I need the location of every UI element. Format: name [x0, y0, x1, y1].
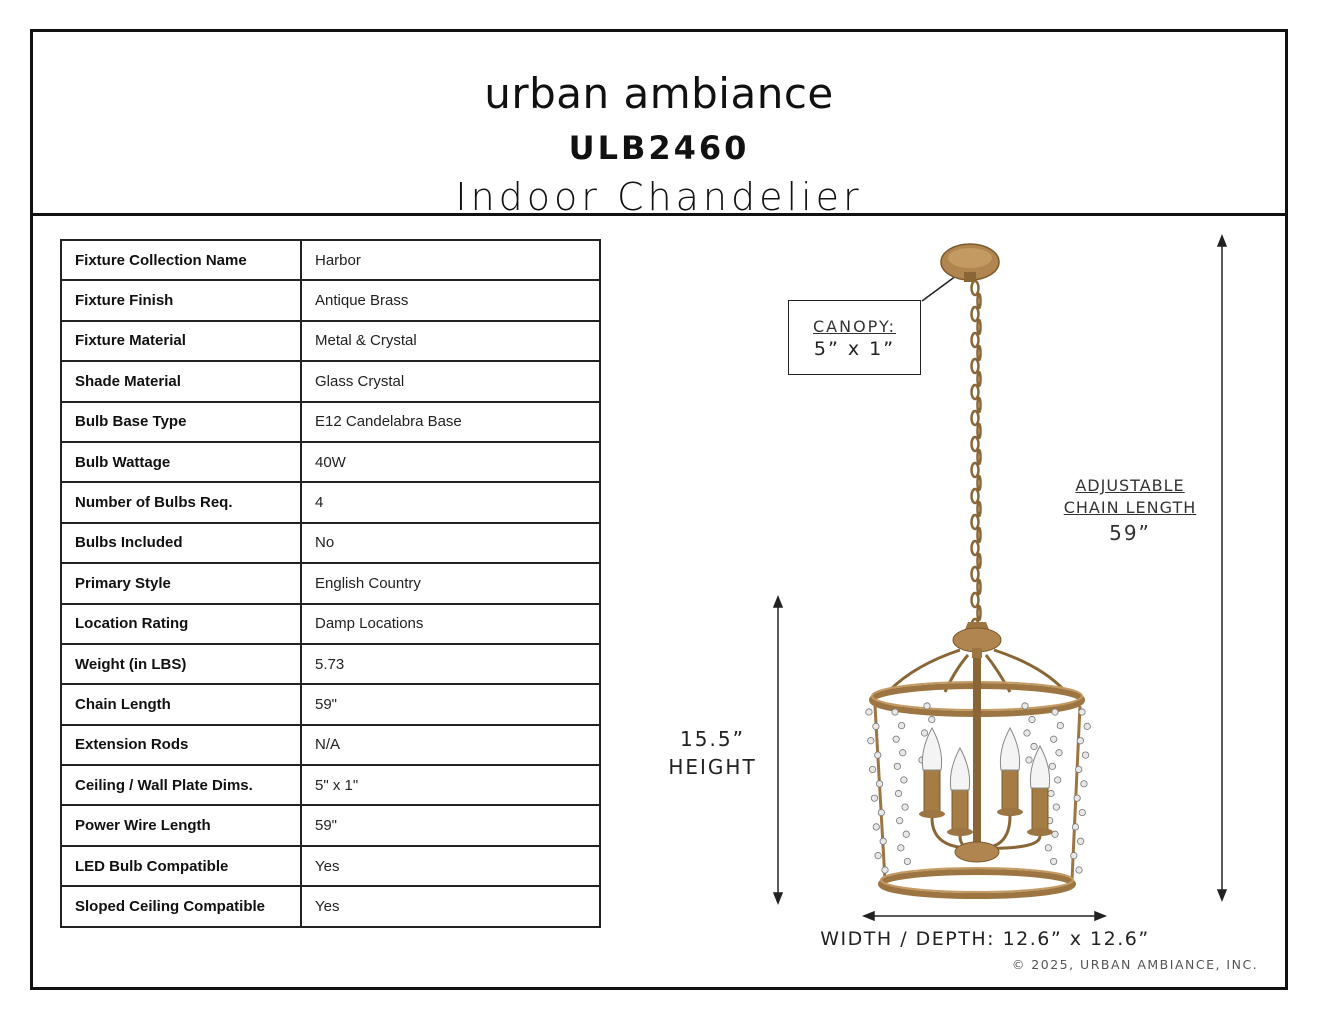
crystal-bead: [894, 763, 900, 769]
crystal-bead: [921, 730, 927, 736]
crystal-bead: [901, 777, 907, 783]
spec-value: Damp Locations: [301, 604, 600, 644]
width-depth-label: WIDTH / DEPTH: 12.6” x 12.6”: [820, 928, 1150, 950]
crystal-bead: [1081, 781, 1087, 787]
height-arrow-bottom: [774, 893, 782, 903]
chain-link: [972, 411, 979, 425]
height-label: [660, 725, 765, 781]
canopy-highlight: [948, 248, 992, 268]
crystal-bead: [902, 804, 908, 810]
spec-value: Glass Crystal: [301, 361, 600, 401]
spec-label: Sloped Ceiling Compatible: [61, 886, 301, 926]
center-rod: [973, 658, 981, 848]
bobeche: [919, 810, 945, 818]
spec-value: English Country: [301, 563, 600, 603]
spec-label: Bulb Base Type: [61, 402, 301, 442]
socket: [1032, 788, 1048, 832]
spec-label: Bulbs Included: [61, 523, 301, 563]
spec-label: Bulb Wattage: [61, 442, 301, 482]
canopy-dimensions: 5” x 1”: [813, 338, 896, 360]
chain-link: [978, 606, 981, 620]
height-text: HEIGHT: [668, 755, 757, 779]
crystal-bead: [868, 738, 874, 744]
candle: [977, 728, 1023, 848]
spec-label: Power Wire Length: [61, 805, 301, 845]
chain-link: [972, 463, 979, 477]
crystal-bead: [1024, 730, 1030, 736]
chain-link: [972, 489, 979, 503]
chain-link: [972, 593, 979, 607]
candle: [947, 748, 977, 848]
spec-value: No: [301, 523, 600, 563]
spec-value: 5.73: [301, 644, 600, 684]
crystal-bead: [896, 817, 902, 823]
spec-label: Primary Style: [61, 563, 301, 603]
crystal-bead: [1072, 824, 1078, 830]
fixture-stem: [972, 648, 982, 658]
crystal-bead: [1084, 723, 1090, 729]
chain-link: [972, 515, 979, 529]
chain-link: [972, 281, 979, 295]
model-number: ULB2460: [568, 129, 750, 167]
bulb: [1030, 746, 1049, 788]
height-value: 15.5”: [680, 727, 745, 751]
crystal-bead: [866, 709, 872, 715]
chain-length-value: 59”: [1109, 521, 1151, 545]
spec-label: Ceiling / Wall Plate Dims.: [61, 765, 301, 805]
spec-value: Yes: [301, 846, 600, 886]
crystal-bead: [1050, 736, 1056, 742]
crystal-bead: [1071, 852, 1077, 858]
crystal-bead: [1049, 763, 1055, 769]
spec-value: 59": [301, 684, 600, 724]
crystal-bead: [924, 703, 930, 709]
chain-link: [972, 359, 979, 373]
bobeche: [997, 808, 1023, 816]
crystal-bead: [876, 781, 882, 787]
product-type: Indoor Chandelier: [455, 175, 863, 219]
chain-link: [978, 346, 981, 360]
crystal-bead: [898, 722, 904, 728]
chain-title-line2: CHAIN LENGTH: [1063, 498, 1197, 517]
chain-link: [978, 502, 981, 516]
bulb: [1000, 728, 1019, 770]
crystal-bead: [895, 790, 901, 796]
chain-arrow-bottom: [1218, 890, 1226, 900]
crystal-bead: [1074, 795, 1080, 801]
crystal-bead: [1076, 867, 1082, 873]
bobeche: [947, 828, 973, 836]
width-arrow-right: [1095, 912, 1105, 920]
crystal-bead: [1050, 858, 1056, 864]
crystal-bead: [1079, 809, 1085, 815]
spec-label: Location Rating: [61, 604, 301, 644]
lower-hub: [955, 842, 999, 862]
socket: [952, 790, 968, 832]
chain-link: [978, 554, 981, 568]
crystal-bead: [1077, 838, 1083, 844]
chain-link: [978, 450, 981, 464]
chain-link: [978, 294, 981, 308]
crystal-bead: [878, 809, 884, 815]
crystal-bead: [892, 709, 898, 715]
spec-label: Extension Rods: [61, 725, 301, 765]
spec-value: Metal & Crystal: [301, 321, 600, 361]
spec-value: 5" x 1": [301, 765, 600, 805]
spec-value: 59": [301, 805, 600, 845]
chain-link: [978, 424, 981, 438]
chain-link: [972, 307, 979, 321]
crystal-bead: [1056, 750, 1062, 756]
crystal-bead: [898, 845, 904, 851]
crystal-bead: [1031, 743, 1037, 749]
crystal-bead: [875, 852, 881, 858]
crystal-bead: [882, 867, 888, 873]
chain-link: [978, 476, 981, 490]
spec-value: Yes: [301, 886, 600, 926]
crystal-bead: [1048, 790, 1054, 796]
spec-label: Chain Length: [61, 684, 301, 724]
bulb: [950, 748, 969, 790]
brand-name: urban ambiance: [484, 69, 834, 118]
spec-label: Fixture Collection Name: [61, 240, 301, 280]
spec-label: LED Bulb Compatible: [61, 846, 301, 886]
width-arrow-left: [864, 912, 874, 920]
spec-value: E12 Candelabra Base: [301, 402, 600, 442]
chain-link: [978, 528, 981, 542]
crystal-bead: [893, 736, 899, 742]
crystal-bead: [871, 795, 877, 801]
spec-label: Fixture Material: [61, 321, 301, 361]
spec-label: Number of Bulbs Req.: [61, 482, 301, 522]
spec-value: Harbor: [301, 240, 600, 280]
height-arrow-top: [774, 597, 782, 607]
bobeche: [1027, 828, 1053, 836]
crystal-bead: [929, 716, 935, 722]
chain-link: [978, 580, 981, 594]
crystal-bead: [1076, 766, 1082, 772]
crystal-bead: [1022, 703, 1028, 709]
chain-title-line1: ADJUSTABLE: [1075, 476, 1185, 495]
crystal-bead: [1053, 804, 1059, 810]
crystal-bead: [1077, 738, 1083, 744]
chain-link: [978, 372, 981, 386]
spec-label: Shade Material: [61, 361, 301, 401]
crystal-bead: [880, 838, 886, 844]
crystal-bead: [1082, 752, 1088, 758]
canopy-callout: [788, 300, 921, 375]
chain-link: [972, 333, 979, 347]
crystal-bead: [1052, 709, 1058, 715]
crystal-bead: [900, 750, 906, 756]
socket: [924, 770, 940, 814]
crystal-bead: [1079, 709, 1085, 715]
spec-label: Weight (in LBS): [61, 644, 301, 684]
chain-link: [972, 437, 979, 451]
crystal-bead: [1054, 777, 1060, 783]
chain-link: [972, 541, 979, 555]
chain-arrow-top: [1218, 236, 1226, 246]
chain-link: [978, 320, 981, 334]
socket: [1002, 770, 1018, 812]
chain: [972, 281, 981, 633]
crystal-bead: [1057, 722, 1063, 728]
spec-value: Antique Brass: [301, 280, 600, 320]
crystal-bead: [873, 824, 879, 830]
crystal-bead: [1045, 845, 1051, 851]
crystal-bead: [903, 831, 909, 837]
spec-value: N/A: [301, 725, 600, 765]
copyright: © 2025, URBAN AMBIANCE, INC.: [1011, 957, 1259, 972]
spec-label: Fixture Finish: [61, 280, 301, 320]
chain-length-label: [1055, 475, 1205, 545]
chain-link: [972, 567, 979, 581]
crystal-bead: [869, 766, 875, 772]
crystal-bead: [875, 752, 881, 758]
chain-link: [972, 385, 979, 399]
crystal-bead: [1029, 716, 1035, 722]
spec-value: 4: [301, 482, 600, 522]
crystal-bead: [1026, 757, 1032, 763]
chain-link: [978, 398, 981, 412]
spec-value: 40W: [301, 442, 600, 482]
crystal-bead: [904, 858, 910, 864]
crystal-bead: [873, 723, 879, 729]
canopy-title: CANOPY:: [812, 317, 896, 336]
